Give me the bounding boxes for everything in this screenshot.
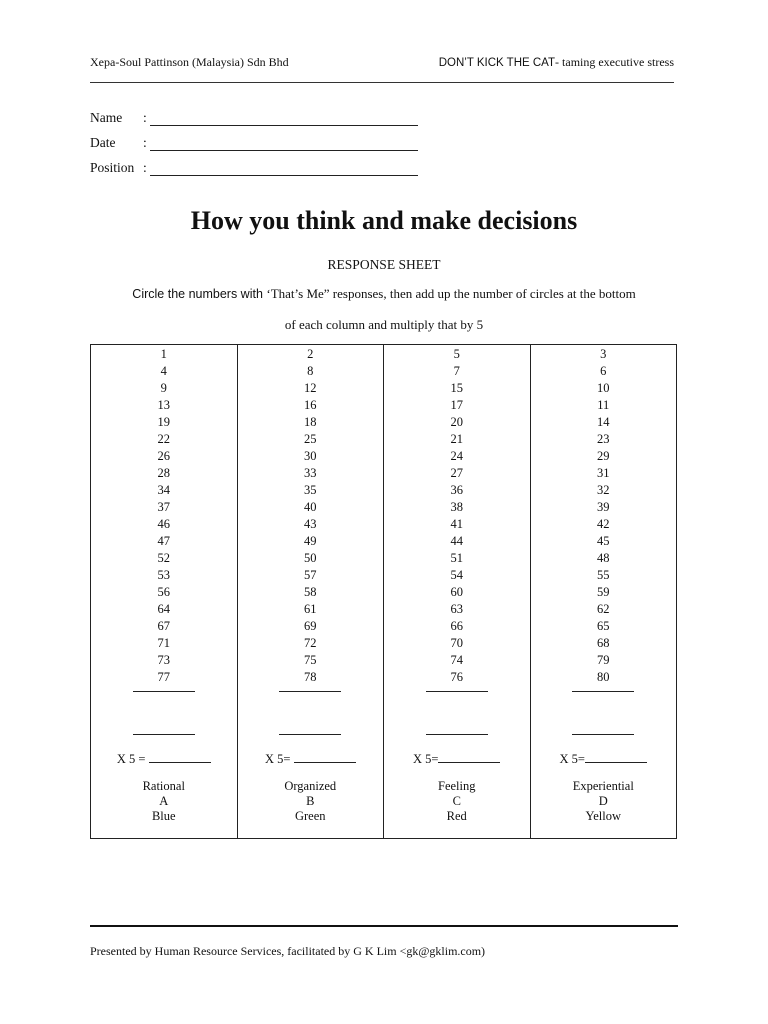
response-number[interactable]: 50 [304, 551, 317, 565]
column-d [531, 345, 677, 838]
response-number[interactable]: 24 [450, 449, 463, 463]
style-color: Green [294, 809, 326, 823]
page-subtitle: RESPONSE SHEET [327, 257, 441, 272]
response-number[interactable]: 67 [157, 619, 170, 633]
response-number[interactable]: 55 [597, 568, 610, 582]
style-name: Feeling [438, 779, 476, 793]
response-number[interactable]: 46 [157, 517, 170, 531]
column-c [384, 345, 531, 838]
response-number[interactable]: 23 [597, 432, 610, 446]
response-number[interactable]: 37 [157, 500, 170, 514]
column-b [238, 345, 385, 838]
response-number[interactable]: 40 [304, 500, 317, 514]
response-number[interactable]: 16 [304, 398, 317, 412]
style-letter: D [598, 794, 608, 808]
response-number[interactable]: 71 [157, 636, 170, 650]
course-title-rest: - taming executive stress [555, 55, 674, 69]
response-number[interactable]: 34 [157, 483, 170, 497]
response-number[interactable]: 28 [157, 466, 170, 480]
response-number[interactable]: 33 [304, 466, 317, 480]
response-number[interactable]: 29 [597, 449, 610, 463]
course-title [439, 55, 674, 70]
response-number[interactable]: 27 [450, 466, 463, 480]
response-number[interactable]: 41 [450, 517, 463, 531]
response-number[interactable]: 3 [600, 347, 607, 361]
style-name: Experiential [572, 779, 634, 793]
total-blank-line[interactable] [279, 734, 341, 735]
multiply-row [531, 750, 677, 767]
instructions-part-c: responses, then add up the number of circles at the bottom [329, 286, 636, 301]
header-divider [90, 82, 674, 83]
response-number[interactable]: 65 [597, 619, 610, 633]
column-a [91, 345, 238, 838]
response-number[interactable]: 45 [597, 534, 610, 548]
response-number[interactable]: 20 [450, 415, 463, 429]
response-number[interactable]: 21 [450, 432, 463, 446]
response-number[interactable]: 32 [597, 483, 610, 497]
response-number[interactable]: 39 [597, 500, 610, 514]
company-name: Xepa-Soul Pattinson (Malaysia) Sdn Bhd [90, 55, 289, 69]
field-colon: : [143, 160, 147, 175]
date-blank-line[interactable] [150, 150, 418, 151]
response-number[interactable]: 56 [157, 585, 170, 599]
response-number[interactable]: 64 [157, 602, 170, 616]
response-number[interactable]: 1 [160, 347, 167, 361]
response-number[interactable]: 10 [597, 381, 610, 395]
score-blank-line[interactable] [585, 750, 647, 763]
response-number[interactable]: 38 [450, 500, 463, 514]
response-number[interactable]: 59 [597, 585, 610, 599]
response-number[interactable]: 7 [453, 364, 460, 378]
number-list [384, 346, 530, 686]
style-letter: A [159, 794, 169, 808]
style-name: Rational [142, 779, 185, 793]
response-number[interactable]: 80 [597, 670, 610, 684]
total-blank-line[interactable] [426, 734, 488, 735]
response-number[interactable]: 22 [157, 432, 170, 446]
response-number[interactable]: 63 [450, 602, 463, 616]
style-name: Organized [284, 779, 337, 793]
response-number[interactable]: 11 [597, 398, 610, 412]
field-colon: : [143, 110, 147, 125]
column-labels [91, 779, 237, 824]
style-color: Blue [151, 809, 176, 823]
multiplier-label: X 5= [413, 752, 439, 766]
response-number[interactable]: 15 [450, 381, 463, 395]
instructions-part-a: Circle the numbers with [132, 287, 267, 301]
score-blank-line[interactable] [149, 750, 211, 763]
response-number[interactable]: 74 [450, 653, 463, 667]
response-number[interactable]: 58 [304, 585, 317, 599]
style-letter: C [452, 794, 461, 808]
response-number[interactable]: 17 [450, 398, 463, 412]
response-number[interactable]: 12 [304, 381, 317, 395]
count-blank-line[interactable] [279, 691, 341, 692]
response-number[interactable]: 77 [157, 670, 170, 684]
count-blank-line[interactable] [572, 691, 634, 692]
date-label: Date [90, 135, 116, 150]
response-number[interactable]: 60 [450, 585, 463, 599]
position-label: Position [90, 160, 135, 175]
name-label: Name [90, 110, 123, 125]
response-number[interactable]: 19 [157, 415, 170, 429]
score-blank-line[interactable] [294, 750, 356, 763]
style-color: Yellow [585, 809, 622, 823]
column-labels [531, 779, 677, 824]
instructions-line-2: of each column and multiply that by 5 [284, 317, 484, 332]
style-letter: B [306, 794, 315, 808]
response-number[interactable]: 13 [157, 398, 170, 412]
number-list [531, 346, 677, 686]
response-number[interactable]: 51 [450, 551, 463, 565]
field-colon: : [143, 135, 147, 150]
multiply-row [238, 750, 384, 767]
style-color: Red [446, 809, 467, 823]
response-number[interactable]: 14 [597, 415, 610, 429]
response-number[interactable]: 78 [304, 670, 317, 684]
response-number[interactable]: 57 [304, 568, 317, 582]
page-title: How you think and make decisions [190, 206, 578, 235]
response-number[interactable]: 36 [450, 483, 463, 497]
number-list [91, 346, 237, 686]
response-number[interactable]: 75 [304, 653, 317, 667]
response-number[interactable]: 31 [597, 466, 610, 480]
response-number[interactable]: 18 [304, 415, 317, 429]
response-number[interactable]: 47 [157, 534, 170, 548]
response-number[interactable]: 49 [304, 534, 317, 548]
response-number[interactable]: 9 [160, 381, 167, 395]
response-number[interactable]: 66 [450, 619, 463, 633]
response-number[interactable]: 2 [307, 347, 314, 361]
instructions-line-1 [0, 286, 768, 302]
multiply-row [91, 750, 237, 767]
response-number[interactable]: 53 [157, 568, 170, 582]
response-number[interactable]: 72 [304, 636, 317, 650]
response-number[interactable]: 8 [307, 364, 314, 378]
total-blank-line[interactable] [572, 734, 634, 735]
name-blank-line[interactable] [150, 125, 418, 126]
response-table [90, 344, 677, 839]
response-number[interactable]: 70 [450, 636, 463, 650]
response-number[interactable]: 43 [304, 517, 317, 531]
column-labels [384, 779, 530, 824]
number-list [238, 346, 384, 686]
footer-credit: Presented by Human Resource Services, facilitated by G K Lim <gk@gklim.com) [90, 944, 486, 958]
response-number[interactable]: 62 [597, 602, 610, 616]
response-number[interactable]: 25 [304, 432, 317, 446]
multiplier-label: X 5= [264, 752, 294, 766]
response-number[interactable]: 68 [597, 636, 610, 650]
response-number[interactable]: 42 [597, 517, 610, 531]
score-blank-line[interactable] [438, 750, 500, 763]
response-number[interactable]: 5 [453, 347, 460, 361]
multiply-row [384, 750, 530, 767]
response-number[interactable]: 44 [450, 534, 463, 548]
response-number[interactable]: 61 [304, 602, 317, 616]
position-blank-line[interactable] [150, 175, 418, 176]
response-number[interactable]: 35 [304, 483, 317, 497]
response-number[interactable]: 76 [450, 670, 463, 684]
course-title-caps: DON’T KICK THE CAT [438, 57, 556, 69]
response-number[interactable]: 69 [304, 619, 317, 633]
instructions-part-b: ‘That’s Me” [266, 286, 330, 301]
response-number[interactable]: 54 [450, 568, 463, 582]
response-number[interactable]: 52 [157, 551, 170, 565]
response-number[interactable]: 26 [157, 449, 170, 463]
footer-divider [90, 925, 678, 927]
response-number[interactable]: 73 [157, 653, 170, 667]
count-blank-line[interactable] [426, 691, 488, 692]
multiplier-label: X 5 = [116, 752, 149, 766]
response-number[interactable]: 30 [304, 449, 317, 463]
count-blank-line[interactable] [133, 691, 195, 692]
response-number[interactable]: 79 [597, 653, 610, 667]
multiplier-label: X 5= [559, 752, 585, 766]
response-number[interactable]: 4 [160, 364, 167, 378]
column-labels [238, 779, 384, 824]
total-blank-line[interactable] [133, 734, 195, 735]
response-number[interactable]: 48 [597, 551, 610, 565]
response-number[interactable]: 6 [600, 364, 607, 378]
